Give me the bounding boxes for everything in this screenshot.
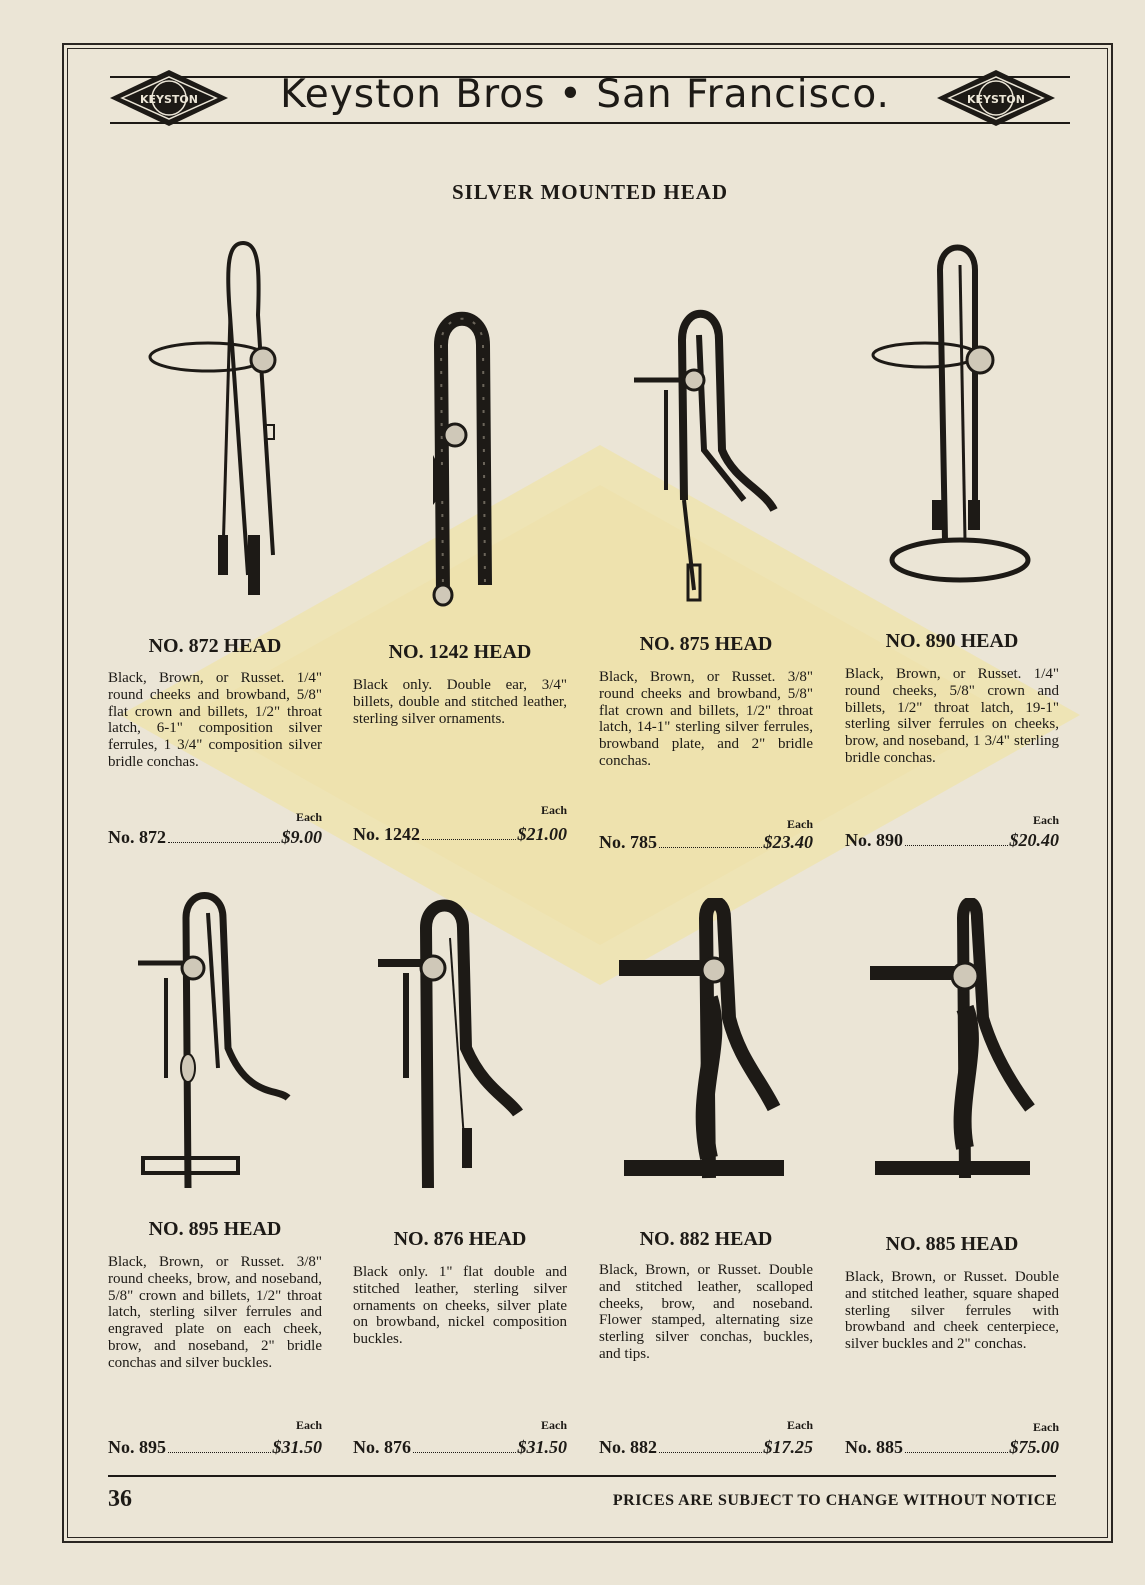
bridle-image-885 [865,898,1045,1198]
each-label: Each [1032,1420,1059,1434]
price: $20.40 [1009,830,1059,850]
product-description: Black, Brown, or Russet. 3/8" round cheeks, brow, and noseband, 5/8" crown and billets, 1/2" throat latch, sterling silver ferrules and engraved plate on each cheek, brow, and noseband, 2" bridle conchas and silver buckles. [108,1254,322,1371]
price-row [108,827,322,848]
bridle-image-882 [614,898,794,1198]
logo-text-left: KEYSTON [140,93,198,106]
bridle-image-875 [624,300,784,610]
dot-leader [659,1451,762,1453]
logo-text-right: KEYSTON [967,93,1025,106]
dot-leader [168,1451,271,1453]
catalog-number: No. 882 [599,1437,657,1457]
price-row [108,1437,322,1458]
section-title: SILVER MOUNTED HEAD [451,180,729,204]
catalog-number: No. 885 [845,1437,903,1457]
product-card-1242 [353,235,567,855]
price: $23.40 [763,832,813,852]
product-title: NO. 895 HEAD [148,1218,282,1240]
header-rule-bottom [110,122,1070,124]
price-row [353,1437,567,1458]
catalog-number: No. 890 [845,830,903,850]
keyston-logo-left [108,68,230,128]
each-label: Each [295,1418,322,1432]
product-card-895 [108,888,322,1468]
product-card-890 [845,235,1059,855]
brand-title: Keyston Bros • San Francisco. [280,72,890,117]
product-description: Black only. Double ear, 3/4" billets, double and stitched leather, sterling silver ornaments. [353,677,567,727]
product-description: Black, Brown, or Russet. Double and stitched leather, scalloped cheeks, brow, and noseband. Flower stamped, alternating size sterling silver conchas, buckles, and tips. [599,1262,813,1362]
footer-note: PRICES ARE SUBJECT TO CHANGE WITHOUT NOTICE [612,1492,1057,1509]
dot-leader [905,1451,1008,1453]
product-description: Black, Brown, or Russet. 1/4" round cheeks, 5/8" crown and billets, 1/2" throat latch, 19-1" sterling silver ferrules on cheeks, brow, and noseband, 1 3/4" sterling bridle conchas. [845,666,1059,766]
bridle-image-895 [138,888,298,1198]
bridle-image-890 [870,240,1040,610]
product-card-885 [845,888,1059,1468]
price-row [845,1437,1059,1458]
product-card-872 [108,235,322,855]
product-title: NO. 876 HEAD [393,1228,527,1250]
each-label: Each [786,1418,813,1432]
price: $75.00 [1009,1437,1059,1457]
catalog-number: No. 872 [108,827,166,847]
dot-leader [659,846,762,848]
price-row [599,832,813,853]
dot-leader [413,1451,516,1453]
product-title: NO. 885 HEAD [885,1233,1019,1255]
keyston-logo-right [935,68,1057,128]
product-description: Black, Brown, or Russet. 3/8" round cheeks and browband, 5/8" flat crown and billets, 1/2" throat latch, 14-1" sterling silver ferrules, browband plate, and 2" bridle conchas. [599,669,813,769]
catalog-number: No. 895 [108,1437,166,1457]
catalog-number: No. 785 [599,832,657,852]
product-title: NO. 890 HEAD [885,630,1019,652]
each-label: Each [786,817,813,831]
each-label: Each [1032,813,1059,827]
product-card-875 [599,235,813,855]
price-row [353,824,567,845]
product-description: Black only. 1" flat double and stitched leather, sterling silver ornaments on cheeks, silver plate on browband, nickel composition buckles. [353,1264,567,1348]
catalog-number: No. 876 [353,1437,411,1457]
price: $31.50 [517,1437,567,1457]
price: $9.00 [281,827,322,847]
product-title: NO. 875 HEAD [639,633,773,655]
price: $21.00 [517,824,567,844]
each-label: Each [540,1418,567,1432]
dot-leader [422,838,516,840]
each-label: Each [540,803,567,817]
price: $17.25 [763,1437,813,1457]
price-row [599,1437,813,1458]
product-title: NO. 872 HEAD [148,635,282,657]
product-description: Black, Brown, or Russet. 1/4" round cheeks and browband, 5/8" flat crown and billets, 1/2" throat latch, 6-1" composition silver ferrules, 1 3/4" composition silver bridle conchas. [108,670,322,770]
product-title: NO. 1242 HEAD [388,641,532,663]
each-label: Each [295,810,322,824]
product-card-876 [353,888,567,1468]
catalog-number: No. 1242 [353,824,420,844]
bridle-image-872 [148,235,288,615]
bridle-image-1242 [403,305,523,615]
bridle-image-876 [378,898,538,1208]
price-row [845,830,1059,851]
footer-rule [108,1475,1056,1477]
product-title: NO. 882 HEAD [639,1228,773,1250]
dot-leader [905,844,1008,846]
page-number: 36 [108,1486,132,1512]
price: $31.50 [272,1437,322,1457]
dot-leader [168,841,280,843]
product-card-882 [599,888,813,1468]
product-description: Black, Brown, or Russet. Double and stitched leather, square shaped sterling silver ferrules with browband and cheek centerpiece, silver buckles and 2" conchas. [845,1269,1059,1353]
